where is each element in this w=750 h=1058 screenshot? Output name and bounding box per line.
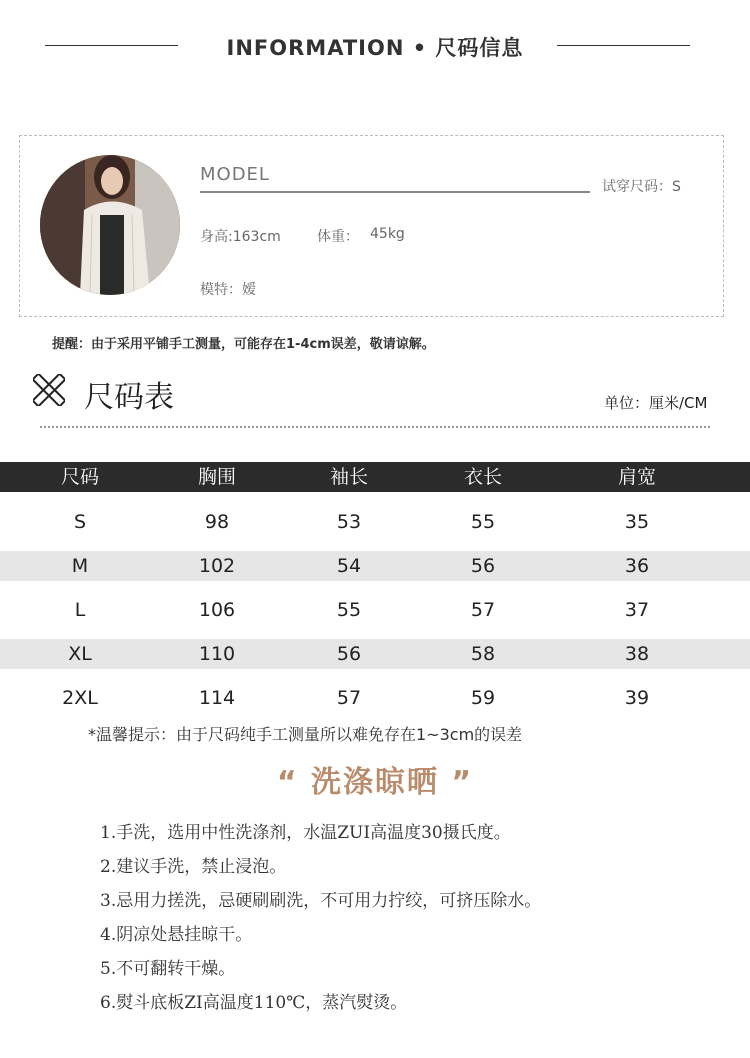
model-label: MODEL: [200, 164, 270, 185]
cell-sleeve: 57: [336, 687, 362, 709]
cell-chest: 114: [198, 687, 236, 709]
cell-shoulder: 35: [624, 511, 650, 533]
model-card: [19, 135, 724, 317]
cell-size: XL: [68, 643, 92, 665]
cell-length: 55: [470, 511, 496, 533]
cell-sleeve: 55: [336, 599, 362, 621]
size-table-header: [0, 462, 750, 492]
table-row: [0, 551, 750, 581]
cell-shoulder: 37: [624, 599, 650, 621]
list-item: 4.阴凉处悬挂晾干。: [100, 925, 253, 945]
cell-size: S: [73, 511, 87, 533]
cell-length: 59: [470, 687, 496, 709]
cell-size: 2XL: [62, 687, 98, 709]
table-row: [0, 683, 750, 713]
cell-chest: 102: [198, 555, 236, 577]
cell-length: 58: [470, 643, 496, 665]
trial-size: 试穿尺码：S: [602, 179, 681, 195]
header-shoulder: 肩宽: [617, 466, 656, 488]
model-underline: [200, 191, 590, 193]
size-tip: *温馨提示：由于尺码纯手工测量所以难免存在1~3cm的误差: [88, 725, 523, 744]
size-chart-title: 尺码表: [84, 380, 174, 415]
cell-chest: 106: [198, 599, 236, 621]
list-item: 3.忌用力搓洗，忌硬刷刷洗，不可用力拧绞，可挤压除水。: [100, 891, 542, 911]
ruler-cross-icon: [33, 374, 65, 406]
cell-shoulder: 39: [624, 687, 650, 709]
header-size: 尺码: [60, 466, 99, 488]
header-sleeve: 袖长: [329, 466, 368, 488]
list-item: 6.熨斗底板ZI高温度110℃，蒸汽熨烫。: [100, 993, 408, 1013]
list-item: 5.不可翻转干燥。: [100, 959, 236, 979]
model-name: 模特：嫒: [200, 282, 256, 298]
table-row: [0, 595, 750, 625]
list-item: 2.建议手洗，禁止浸泡。: [100, 857, 287, 877]
model-height: 身高:163cm: [200, 229, 281, 245]
cell-shoulder: 36: [624, 555, 650, 577]
cell-size: M: [71, 555, 89, 577]
cell-length: 57: [470, 599, 496, 621]
measurement-notice: 提醒：由于采用平铺手工测量，可能存在1-4cm误差，敬请谅解。: [52, 337, 435, 352]
table-row: [0, 639, 750, 669]
dotted-divider: [40, 426, 710, 428]
washing-list: [100, 820, 541, 1024]
cell-length: 56: [470, 555, 496, 577]
model-photo: [40, 155, 180, 295]
washing-title: “ 洗涤晾晒 ”: [276, 765, 474, 800]
list-item: 1.手洗，选用中性洗涤剂，水温ZUI高温度30摄氏度。: [100, 823, 511, 843]
header-line-right: [557, 45, 690, 46]
cell-chest: 110: [198, 643, 236, 665]
page-title: INFORMATION • 尺码信息: [226, 36, 524, 60]
cell-sleeve: 53: [336, 511, 362, 533]
cell-sleeve: 56: [336, 643, 362, 665]
table-row: [0, 507, 750, 537]
cell-sleeve: 54: [336, 555, 362, 577]
model-weight-label: 体重：: [317, 229, 359, 245]
cell-shoulder: 38: [624, 643, 650, 665]
size-chart-unit: 单位：厘米/CM: [604, 394, 708, 412]
header-length: 衣长: [463, 466, 502, 488]
header-chest: 胸围: [197, 466, 236, 488]
model-weight-value: 45kg: [370, 226, 405, 242]
cell-chest: 98: [204, 511, 230, 533]
cell-size: L: [74, 599, 86, 621]
